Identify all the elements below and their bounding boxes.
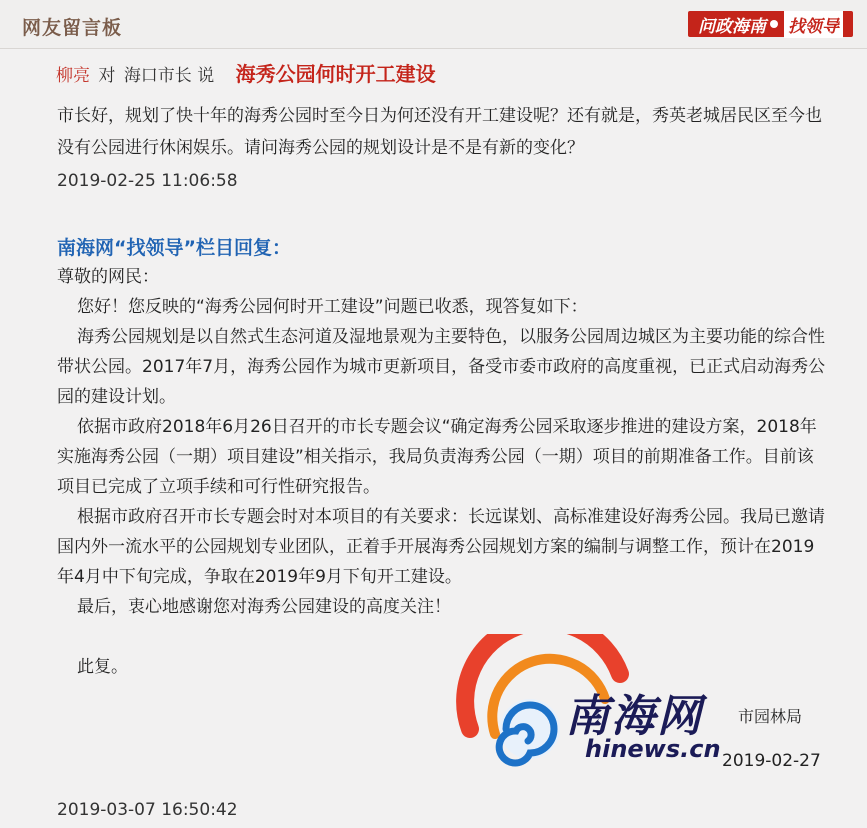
brand-badge[interactable] [688, 11, 853, 37]
badge-part1: 问政海南 [698, 16, 766, 37]
logo-text-cn: 南海网 [565, 691, 703, 742]
reply-paragraph: 最后，衷心地感谢您对海秀公园建设的高度关注！ [77, 597, 451, 617]
reply-paragraph: 根据市政府召开市长专题会时对本项目的有关要求：长远谋划、高标准建设好海秀公园。我局已邀请国内外一流水平的公园规划专业团队，正着手开展海秀公园规划方案的编制与调整工作，预计在2019年4月中下旬完成，争取在2019年9月下旬开工建设。 [57, 507, 825, 587]
reply-paragraph: 依据市政府2018年6月26日召开的市长专题会议“确定海秀公园采取逐步推进的建设方案，2018年实施海秀公园（一期）项目建设”相关指示，我局负责海秀公园（一期）项目的前期准备工作。目前该项目已完成了立项手续和可行性研究报告。 [57, 417, 817, 497]
badge-dot-icon [770, 20, 778, 28]
question-title: 海秀公园何时开工建设 [235, 62, 436, 86]
author-name[interactable]: 柳亮 [56, 66, 90, 86]
reply-date: 2019-02-27 [722, 751, 821, 771]
reply-closing: 此复。 [77, 657, 128, 677]
reply-heading: 南海网“找领导”栏目回复： [57, 237, 291, 259]
to-word: 对 [98, 66, 116, 86]
target-official: 海口市长 说 [123, 66, 215, 86]
reply-time: 2019-03-07 16:50:42 [57, 800, 238, 820]
reply-paragraph: 海秀公园规划是以自然式生态河道及湿地景观为主要特色，以服务公园周边城区为主要功能的综合性带状公园。2017年7月，海秀公园作为城市更新项目，备受市委市政府的高度重视，已正式启动海秀公园的建设计划。 [57, 327, 826, 407]
top-bar [0, 0, 867, 49]
board-title: 网友留言板 [22, 17, 123, 39]
question-time: 2019-02-25 11:06:58 [57, 171, 238, 191]
logo-text-en: hinews.cn [585, 735, 721, 763]
badge-part2: 找领导 [784, 11, 843, 38]
question-body: 市长好，规划了快十年的海秀公园时至今日为何还没有开工建设呢？还有就是，秀英老城居民区至今也没有公园进行休闲娱乐。请问海秀公园的规划设计是不是有新的变化？ [57, 106, 822, 158]
question-header [56, 58, 436, 87]
reply-paragraph: 您好！您反映的“海秀公园何时开工建设”问题已收悉，现答复如下： [77, 297, 588, 317]
reply-department: 市园林局 [738, 707, 803, 726]
reply-salutation: 尊敬的网民： [57, 267, 159, 287]
reply-body [57, 262, 827, 622]
